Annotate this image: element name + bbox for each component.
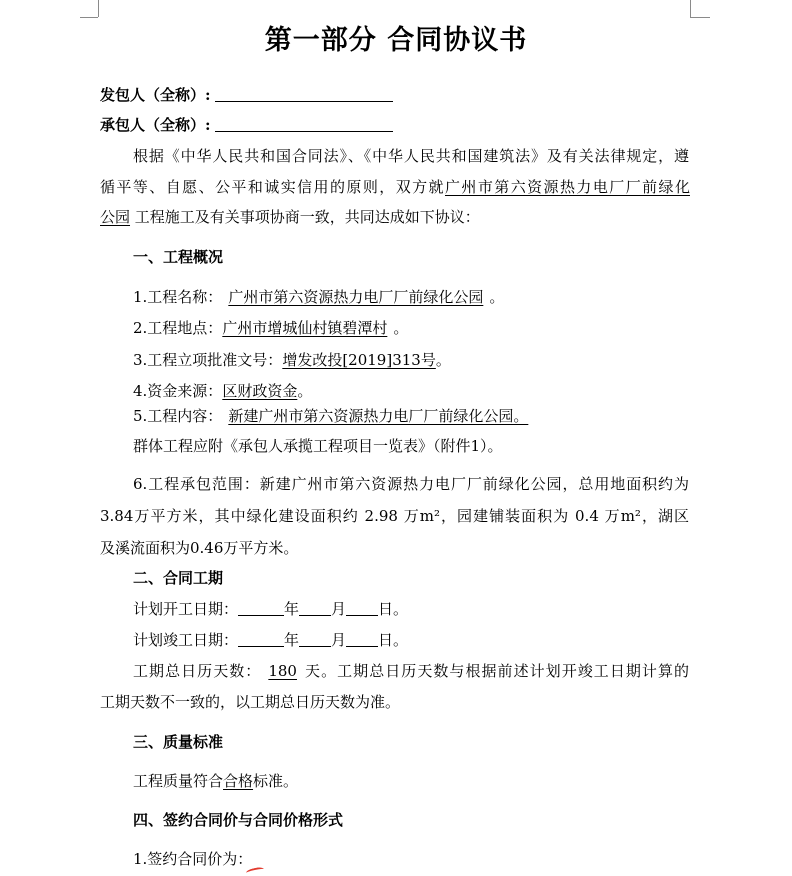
item5-line [133, 406, 528, 426]
intro-line-1: 根据《中华人民共和国合同法》、《中华人民共和国建筑法》及有关法律规定，遵 [133, 147, 689, 165]
item2-value: 广州市增城仙村镇碧潭村 [222, 319, 388, 337]
quality-prefix: 工程质量符合 [133, 772, 224, 790]
project-name-part1: 广州市第六资源热力电厂厂前绿化 [444, 178, 690, 196]
contract-price-line: 1.签约合同价为： [133, 850, 253, 868]
finish-day-label: 日。 [378, 631, 409, 649]
start-year-blank[interactable] [238, 599, 284, 616]
quality-line [133, 771, 298, 791]
item1-label: 1.工程名称： [133, 288, 223, 306]
item4-label: 4.资金来源： [133, 382, 223, 400]
item2-line [133, 318, 408, 338]
section4-heading: 四、签约合同价与合同价格形式 [133, 811, 344, 829]
contractor-line [100, 115, 393, 135]
item2-end: 。 [393, 319, 409, 337]
item1-end: 。 [489, 288, 505, 306]
section2-heading: 二、合同工期 [133, 569, 224, 587]
item3-label: 3.工程立项批准文号： [133, 351, 283, 369]
item2-label: 2.工程地点： [133, 319, 223, 337]
start-date-label: 计划开工日期： [133, 600, 239, 618]
total-days-value: 180 [268, 662, 297, 680]
section3-heading: 三、质量标准 [133, 733, 224, 751]
quality-value: 合格 [223, 772, 254, 790]
item6-line-2: 3.84万平方米，其中绿化建设面积约 2.98 万m²，园建铺装面积为 0.4 万m²，湖区 [100, 507, 689, 525]
start-day-label: 日。 [378, 600, 409, 618]
intro-line-2-text: 循平等、自愿、公平和诚实信用的原则，双方就 [100, 178, 445, 196]
item5-label: 5.工程内容： [133, 407, 223, 425]
finish-date-line [133, 630, 408, 650]
item4-value: 区财政资金 [222, 382, 298, 400]
item4-end: 。 [297, 382, 313, 400]
item1-line [133, 287, 504, 307]
section1-heading: 一、工程概况 [133, 248, 224, 266]
finish-day-blank[interactable] [346, 630, 378, 647]
start-month-label: 月 [331, 600, 347, 618]
finish-year-blank[interactable] [238, 630, 284, 647]
group-note: 群体工程应附《承包人承揽工程项目一览表》（附件1）。 [133, 437, 503, 455]
contractor-label: 承包人（全称）: [100, 116, 211, 134]
item4-line [133, 381, 312, 401]
start-day-blank[interactable] [346, 599, 378, 616]
finish-month-blank[interactable] [299, 630, 331, 647]
employer-blank[interactable] [215, 85, 393, 102]
finish-month-label: 月 [331, 631, 347, 649]
item3-end: 。 [435, 351, 451, 369]
start-date-line [133, 599, 408, 619]
start-year-label: 年 [284, 600, 300, 618]
finish-date-label: 计划竣工日期： [133, 631, 239, 649]
item3-line [133, 350, 451, 370]
item3-value: 增发改投[2019]313号 [282, 351, 436, 369]
item5-value: 新建广州市第六资源热力电厂厂前绿化公园。 [228, 407, 529, 425]
item6-line-3: 及溪流面积为0.46万平方米。 [100, 539, 299, 557]
employer-label: 发包人（全称）: [100, 86, 211, 104]
total-days-line [133, 661, 689, 681]
total-days-rest: 天。工期总日历天数与根据前述计划开竣工日期计算的 [303, 662, 689, 680]
quality-suffix: 标准。 [253, 772, 299, 790]
contractor-blank[interactable] [215, 115, 393, 132]
intro-line-3 [100, 207, 480, 227]
item6-line-1: 6.工程承包范围：新建广州市第六资源热力电厂厂前绿化公园，总用地面积约为 [133, 475, 689, 493]
intro-line-2 [100, 177, 690, 197]
project-name-part2: 公园 [100, 208, 131, 226]
intro-line-3-text: 工程施工及有关事项协商一致，共同达成如下协议： [134, 208, 480, 226]
finish-year-label: 年 [284, 631, 300, 649]
item1-value: 广州市第六资源热力电厂厂前绿化公园 [228, 288, 484, 306]
employer-line [100, 85, 393, 105]
document-title: 第一部分 合同协议书 [264, 25, 528, 56]
total-days-label: 工期总日历天数： [133, 662, 262, 680]
start-month-blank[interactable] [299, 599, 331, 616]
total-days-line-2: 工期天数不一致的，以工期总日历天数为准。 [100, 693, 401, 711]
